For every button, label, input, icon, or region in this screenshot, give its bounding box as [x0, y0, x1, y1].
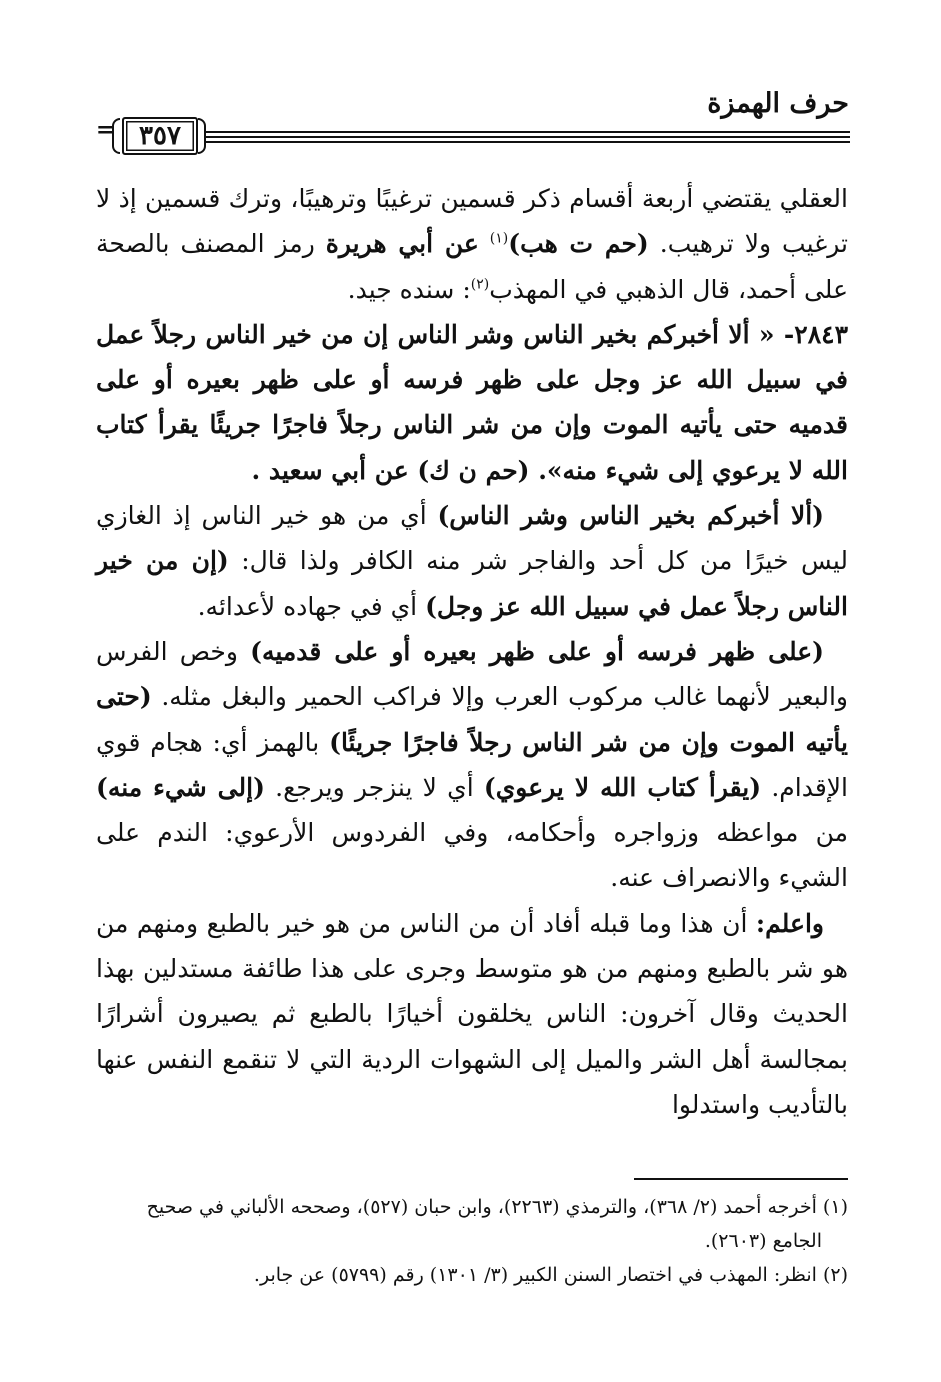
- hadith-number: ٢٨٤٣-: [774, 319, 848, 349]
- footnote-2: [96, 1258, 848, 1292]
- header-equals-mark: =: [96, 117, 115, 143]
- paragraph-4: [96, 901, 848, 1127]
- main-text: [96, 176, 848, 1127]
- paragraph-1: [96, 176, 848, 312]
- lead-word: واعلم:: [755, 908, 824, 938]
- text: أي في جهاده لأعدائه.: [197, 591, 426, 621]
- quoted-phrase: (يقرأ كتاب الله لا يرعوي): [483, 772, 762, 802]
- text: أي من هو خير الناس إذ الغازي ليس خيرًا من كل أحد والفاجر شر منه الكافر ولذا قال:: [96, 501, 848, 576]
- quoted-phrase: (ألا أخبركم بخير الناس وشر الناس): [437, 501, 825, 531]
- narrator: عن أبي هريرة: [325, 229, 479, 259]
- paragraph-2: [96, 493, 848, 629]
- footnote-2-text: (٢) انظر: المهذب في اختصار السنن الكبير (٣/ ١٣٠١) رقم (٥٧٩٩) عن جابر.: [253, 1264, 848, 1286]
- footnote-1: [96, 1190, 848, 1224]
- footnotes: [96, 1190, 848, 1292]
- footnote-ref-2[interactable]: (٢): [470, 276, 490, 293]
- quoted-phrase: (إن من خير الناس رجلاً عمل في سبيل الله عز وجل): [96, 546, 848, 621]
- header-rule: [0, 0, 941, 200]
- text: وخص الفرس والبعير لأنهما غالب مركوب العرب وإلا فراكب الحمير والبغل مثله.: [96, 636, 848, 712]
- text: العقلي يقتضي أربعة أقسام ذكر قسمين ترغيبًا وترهيبًا، وترك قسمين إذ لا ترغيب ولا ترهيب.: [96, 184, 848, 259]
- text: من مواعظه وزواجره وأحكامه، وفي الفردوس الأرعوي: الندم على الشيء والانصراف عنه.: [96, 818, 848, 893]
- page-number-bracket-left: [112, 118, 120, 154]
- text: [479, 229, 490, 258]
- quoted-phrase: (إلى شيء منه): [96, 772, 265, 802]
- footnote-1-continued: [96, 1224, 848, 1258]
- footnote-1-line-1: (١) أخرجه أحمد (٢/ ٣٦٨)، والترمذي (٢٢٦٣)، وابن حبان (٥٢٧)، وصححه الألباني في صحيح: [146, 1196, 848, 1218]
- text: : سنده جيد.: [347, 274, 471, 304]
- text: أن هذا وما قبله أفاد أن من الناس من هو خير بالطبع ومنهم من هو شر بالطبع ومنهم من هو متوسط وجرى على هذا طائفة مستدلين بهذا الحديث وقال آخرون: الناس يخلقون أخيارًا بالطبع ثم يصيرون أشرارًا بمجالسة أهل الشر والميل إلى الشهوات الردية التي لا تنقمع النفس عنها بالتأديب واستدلوا: [96, 908, 848, 1119]
- footnote-ref-1[interactable]: (١): [489, 230, 509, 247]
- quoted-phrase: (على ظهر فرسه أو على ظهر بعيره أو على قدميه): [250, 636, 824, 666]
- page-number: ٣٥٧: [122, 117, 198, 155]
- text: رمز المصنف بالصحة على أحمد، قال الذهبي في المهذب: [96, 229, 848, 304]
- footnote-separator: [634, 1178, 848, 1180]
- hadith-text: « ألا أخبركم بخير الناس وشر الناس إن من خير الناس رجلاً عمل في سبيل الله عز وجل على ظهر فرسه أو على ظهر بعيره أو على قدميه حتى يأتيه الموت وإن من شر الناس رجلاً فاجرًا جريئًا يقرأ كتاب الله لا يرعوي إلى شيء منه».: [96, 319, 848, 485]
- hadith-entry: [96, 312, 848, 493]
- page-number-bracket-right: [198, 118, 206, 154]
- source-code: (حم ت هب): [508, 229, 649, 259]
- quoted-phrase: (حتى يأتيه الموت وإن من شر الناس رجلاً فاجرًا جريئًا): [96, 682, 848, 757]
- hadith-source: (حم ن ك) عن أبي سعيد .: [251, 455, 530, 485]
- running-header-title: حرف الهمزة: [707, 88, 849, 119]
- footnote-1-line-2: الجامع (٢٦٠٣).: [704, 1230, 822, 1252]
- paragraph-3: [96, 629, 848, 901]
- text: أي لا ينزجر ويرجع.: [264, 772, 484, 802]
- text: بالهمز أي: هجام قوي الإقدام.: [96, 727, 848, 802]
